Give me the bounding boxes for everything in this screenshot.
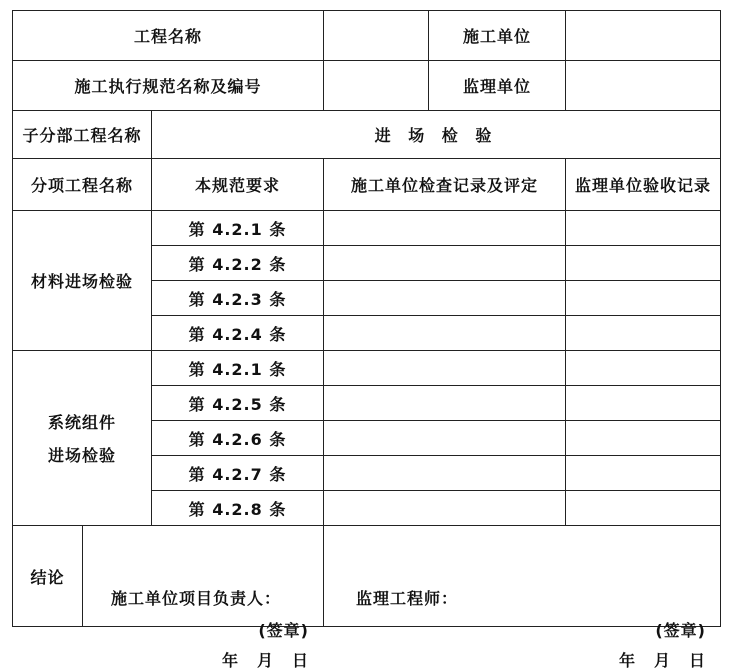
supervision-record-cell[interactable] xyxy=(566,211,721,246)
column-header-row xyxy=(13,159,721,211)
inspection-form xyxy=(12,10,721,670)
spec-label: 施工执行规范名称及编号 xyxy=(13,61,324,111)
date-month: 月 xyxy=(256,651,274,670)
header-row-project xyxy=(13,11,721,61)
conclusion-label: 结论 xyxy=(13,526,83,627)
construction-record-cell[interactable] xyxy=(324,386,566,421)
table-row xyxy=(13,211,721,246)
supervision-seal-label: (签章) xyxy=(655,621,706,640)
requirement-cell: 第 4.2.8 条 xyxy=(152,491,324,526)
requirement-cell: 第 4.2.1 条 xyxy=(152,211,324,246)
col-requirement: 本规范要求 xyxy=(152,159,324,211)
group-name-materials xyxy=(13,211,152,351)
requirement-cell: 第 4.2.7 条 xyxy=(152,456,324,491)
subsection-value: 进 场 检 验 xyxy=(152,111,721,159)
construction-record-cell[interactable] xyxy=(324,351,566,386)
construction-unit-value[interactable] xyxy=(566,11,721,61)
requirement-cell: 第 4.2.1 条 xyxy=(152,351,324,386)
construction-record-cell[interactable] xyxy=(324,246,566,281)
header-row-spec xyxy=(13,61,721,111)
construction-seal-label: (签章) xyxy=(258,621,309,640)
subsection-label: 子分部工程名称 xyxy=(13,111,152,159)
construction-record-cell[interactable] xyxy=(324,211,566,246)
construction-record-cell[interactable] xyxy=(324,281,566,316)
supervision-unit-value[interactable] xyxy=(566,61,721,111)
requirement-cell: 第 4.2.5 条 xyxy=(152,386,324,421)
requirement-cell: 第 4.2.4 条 xyxy=(152,316,324,351)
date-day: 日 xyxy=(688,651,706,670)
project-name-value[interactable] xyxy=(324,11,429,61)
construction-unit-label: 施工单位 xyxy=(429,11,566,61)
construction-record-cell[interactable] xyxy=(324,456,566,491)
spec-value[interactable] xyxy=(324,61,429,111)
supervision-signer-label: 监理工程师： xyxy=(356,589,459,608)
supervision-record-cell[interactable] xyxy=(566,456,721,491)
supervision-record-cell[interactable] xyxy=(566,351,721,386)
supervision-record-cell[interactable] xyxy=(566,246,721,281)
group-name-line: 材料进场检验 xyxy=(30,272,133,291)
supervision-date xyxy=(619,648,706,671)
date-month: 月 xyxy=(653,651,671,670)
construction-record-cell[interactable] xyxy=(324,421,566,456)
supervision-signature-cell[interactable] xyxy=(324,526,721,670)
conclusion-row xyxy=(13,526,721,627)
table-row xyxy=(13,351,721,386)
construction-record-cell[interactable] xyxy=(324,491,566,526)
date-year: 年 xyxy=(618,651,636,670)
inspection-table xyxy=(12,10,721,670)
date-day: 日 xyxy=(291,651,309,670)
construction-signer-label: 施工单位项目负责人： xyxy=(111,589,282,608)
supervision-record-cell[interactable] xyxy=(566,386,721,421)
supervision-record-cell[interactable] xyxy=(566,421,721,456)
construction-signature-cell[interactable] xyxy=(83,526,324,670)
group-name-components xyxy=(13,351,152,526)
col-supervision-record: 监理单位验收记录 xyxy=(566,159,721,211)
group-name-line: 系统组件 xyxy=(47,413,116,432)
requirement-cell: 第 4.2.2 条 xyxy=(152,246,324,281)
project-name-label: 工程名称 xyxy=(13,11,324,61)
subsection-row xyxy=(13,111,721,159)
supervision-record-cell[interactable] xyxy=(566,281,721,316)
supervision-record-cell[interactable] xyxy=(566,491,721,526)
requirement-cell: 第 4.2.6 条 xyxy=(152,421,324,456)
group-name-line: 进场检验 xyxy=(47,446,116,465)
construction-record-cell[interactable] xyxy=(324,316,566,351)
supervision-unit-label: 监理单位 xyxy=(429,61,566,111)
col-item-name: 分项工程名称 xyxy=(13,159,152,211)
col-construction-record: 施工单位检查记录及评定 xyxy=(324,159,566,211)
date-year: 年 xyxy=(221,651,239,670)
construction-date xyxy=(222,648,309,671)
supervision-record-cell[interactable] xyxy=(566,316,721,351)
requirement-cell: 第 4.2.3 条 xyxy=(152,281,324,316)
